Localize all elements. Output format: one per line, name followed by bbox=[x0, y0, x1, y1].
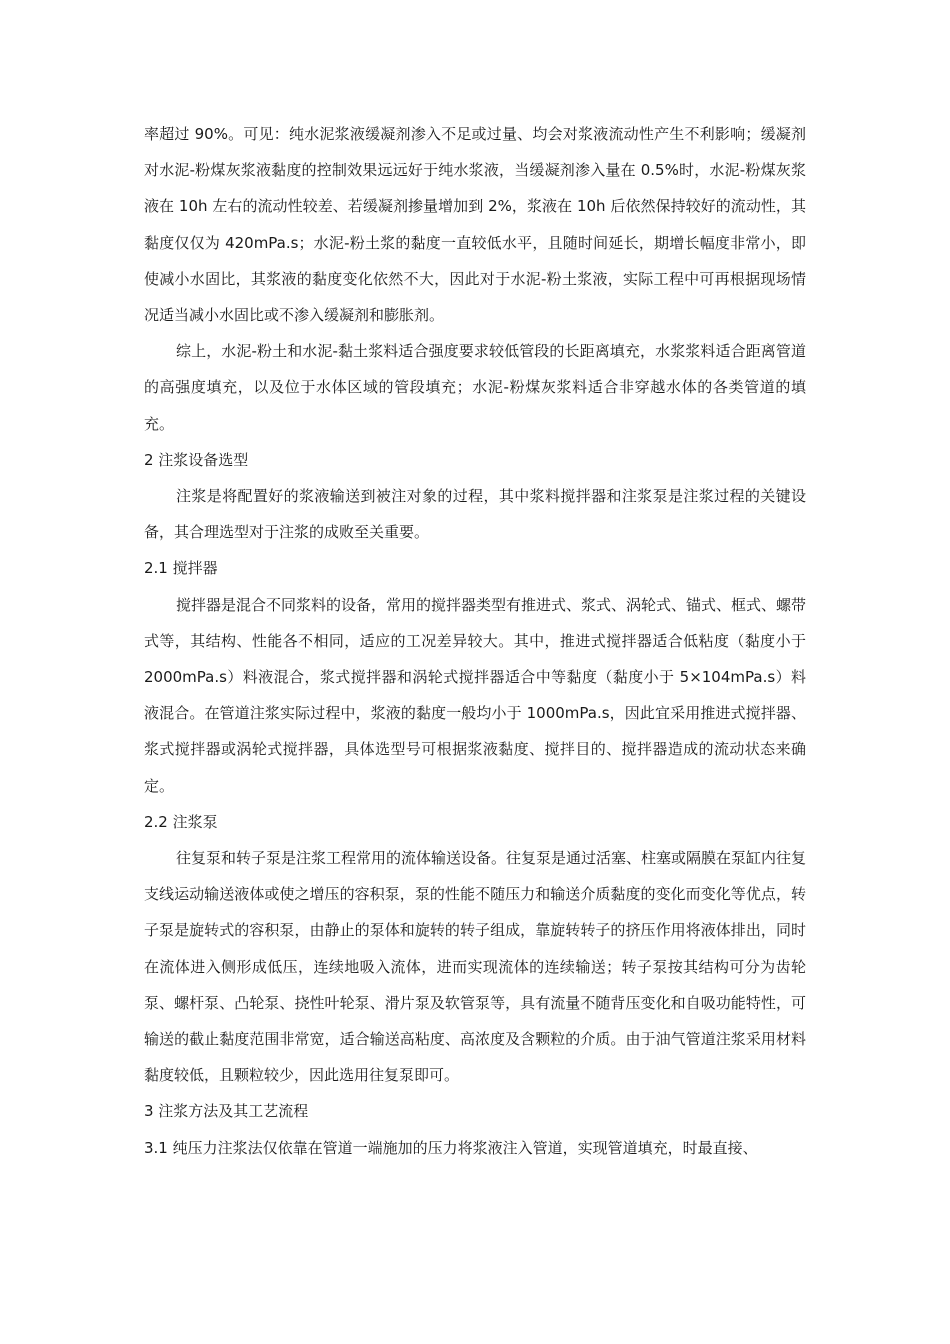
paragraph-pressure-grouting: 3.1 纯压力注浆法仅依靠在管道一端施加的压力将浆液注入管道，实现管道填充，时最直接、 bbox=[144, 1138, 758, 1157]
section-heading-3: 3 注浆方法及其工艺流程 bbox=[144, 1102, 309, 1121]
paragraph-grouting-equipment: 注浆是将配置好的浆液输送到被注对象的过程，其中浆料搅拌器和注浆泵是注浆过程的关键设备，其合理选型对于注浆的成败至关重要。 bbox=[144, 487, 806, 542]
section-heading-2-2: 2.2 注浆泵 bbox=[144, 812, 218, 831]
paragraph-summary: 综上，水泥-粉土和水泥-黏土浆料适合强度要求较低管段的长距离填充，水浆浆料适合距离管道的高强度填充，以及位于水体区域的管段填充；水泥-粉煤灰浆料适合非穿越水体的各类管道的填充。 bbox=[144, 342, 806, 433]
paragraph-mixer: 搅拌器是混合不同浆料的设备，常用的搅拌器类型有推进式、浆式、涡轮式、锚式、框式、螺带式等，其结构、性能各不相同，适应的工况差异较大。其中，推进式搅拌器适合低粘度（黏度小于 2000mPa.s）料液混合，浆式搅拌器和涡轮式搅拌器适合中等黏度（黏度小于 5×104mPa.s）料液混合。在管道注浆实际过程中，浆液的黏度一般均小于 1000mPa.s，因此宜采用推进式搅拌器、浆式搅拌器或涡轮式搅拌器，具体选型号可根据浆液黏度、搅拌目的、搅拌器造成的流动状态来确定。 bbox=[144, 595, 807, 795]
section-heading-2: 2 注浆设备选型 bbox=[144, 450, 249, 469]
section-heading-2-1: 2.1 搅拌器 bbox=[144, 559, 218, 578]
paragraph-slurry-viscosity: 率超过 90%。可见：纯水泥浆液缓凝剂渗入不足或过量、均会对浆液流动性产生不利影响；缓凝剂对水泥-粉煤灰浆液黏度的控制效果远远好于纯水浆液，当缓凝剂渗入量在 0.5%时，水泥-粉煤灰浆液在 10h 左右的流动性较差、若缓凝剂掺量增加到 2%，浆液在 10h 后依然保持较好的流动性，其黏度仅仅为 420mPa.s；水泥-粉土浆的黏度一直较低水平，且随时间延长，期增长幅度非常小，即使减小水固比，其浆液的黏度变化依然不大，因此对于水泥-粉土浆液，实际工程中可再根据现场情况适当减小水固比或不渗入缓凝剂和膨胀剂。 bbox=[144, 125, 806, 325]
document-body bbox=[144, 116, 806, 1166]
paragraph-grouting-pump: 往复泵和转子泵是注浆工程常用的流体输送设备。往复泵是通过活塞、柱塞或隔膜在泵缸内往复支线运动输送液体或使之增压的容积泵，泵的性能不随压力和输送介质黏度的变化而变化等优点，转子泵是旋转式的容积泵，由静止的泵体和旋转的转子组成，靠旋转转子的挤压作用将液体排出，同时在流体进入侧形成低压，连续地吸入流体，进而实现流体的连续输送；转子泵按其结构可分为齿轮泵、螺杆泵、凸轮泵、挠性叶轮泵、滑片泵及软管泵等，具有流量不随背压变化和自吸功能特性，可输送的截止黏度范围非常宽，适合输送高粘度、高浓度及含颗粒的介质。由于油气管道注浆采用材料黏度较低，且颗粒较少，因此选用往复泵即可。 bbox=[144, 849, 807, 1085]
